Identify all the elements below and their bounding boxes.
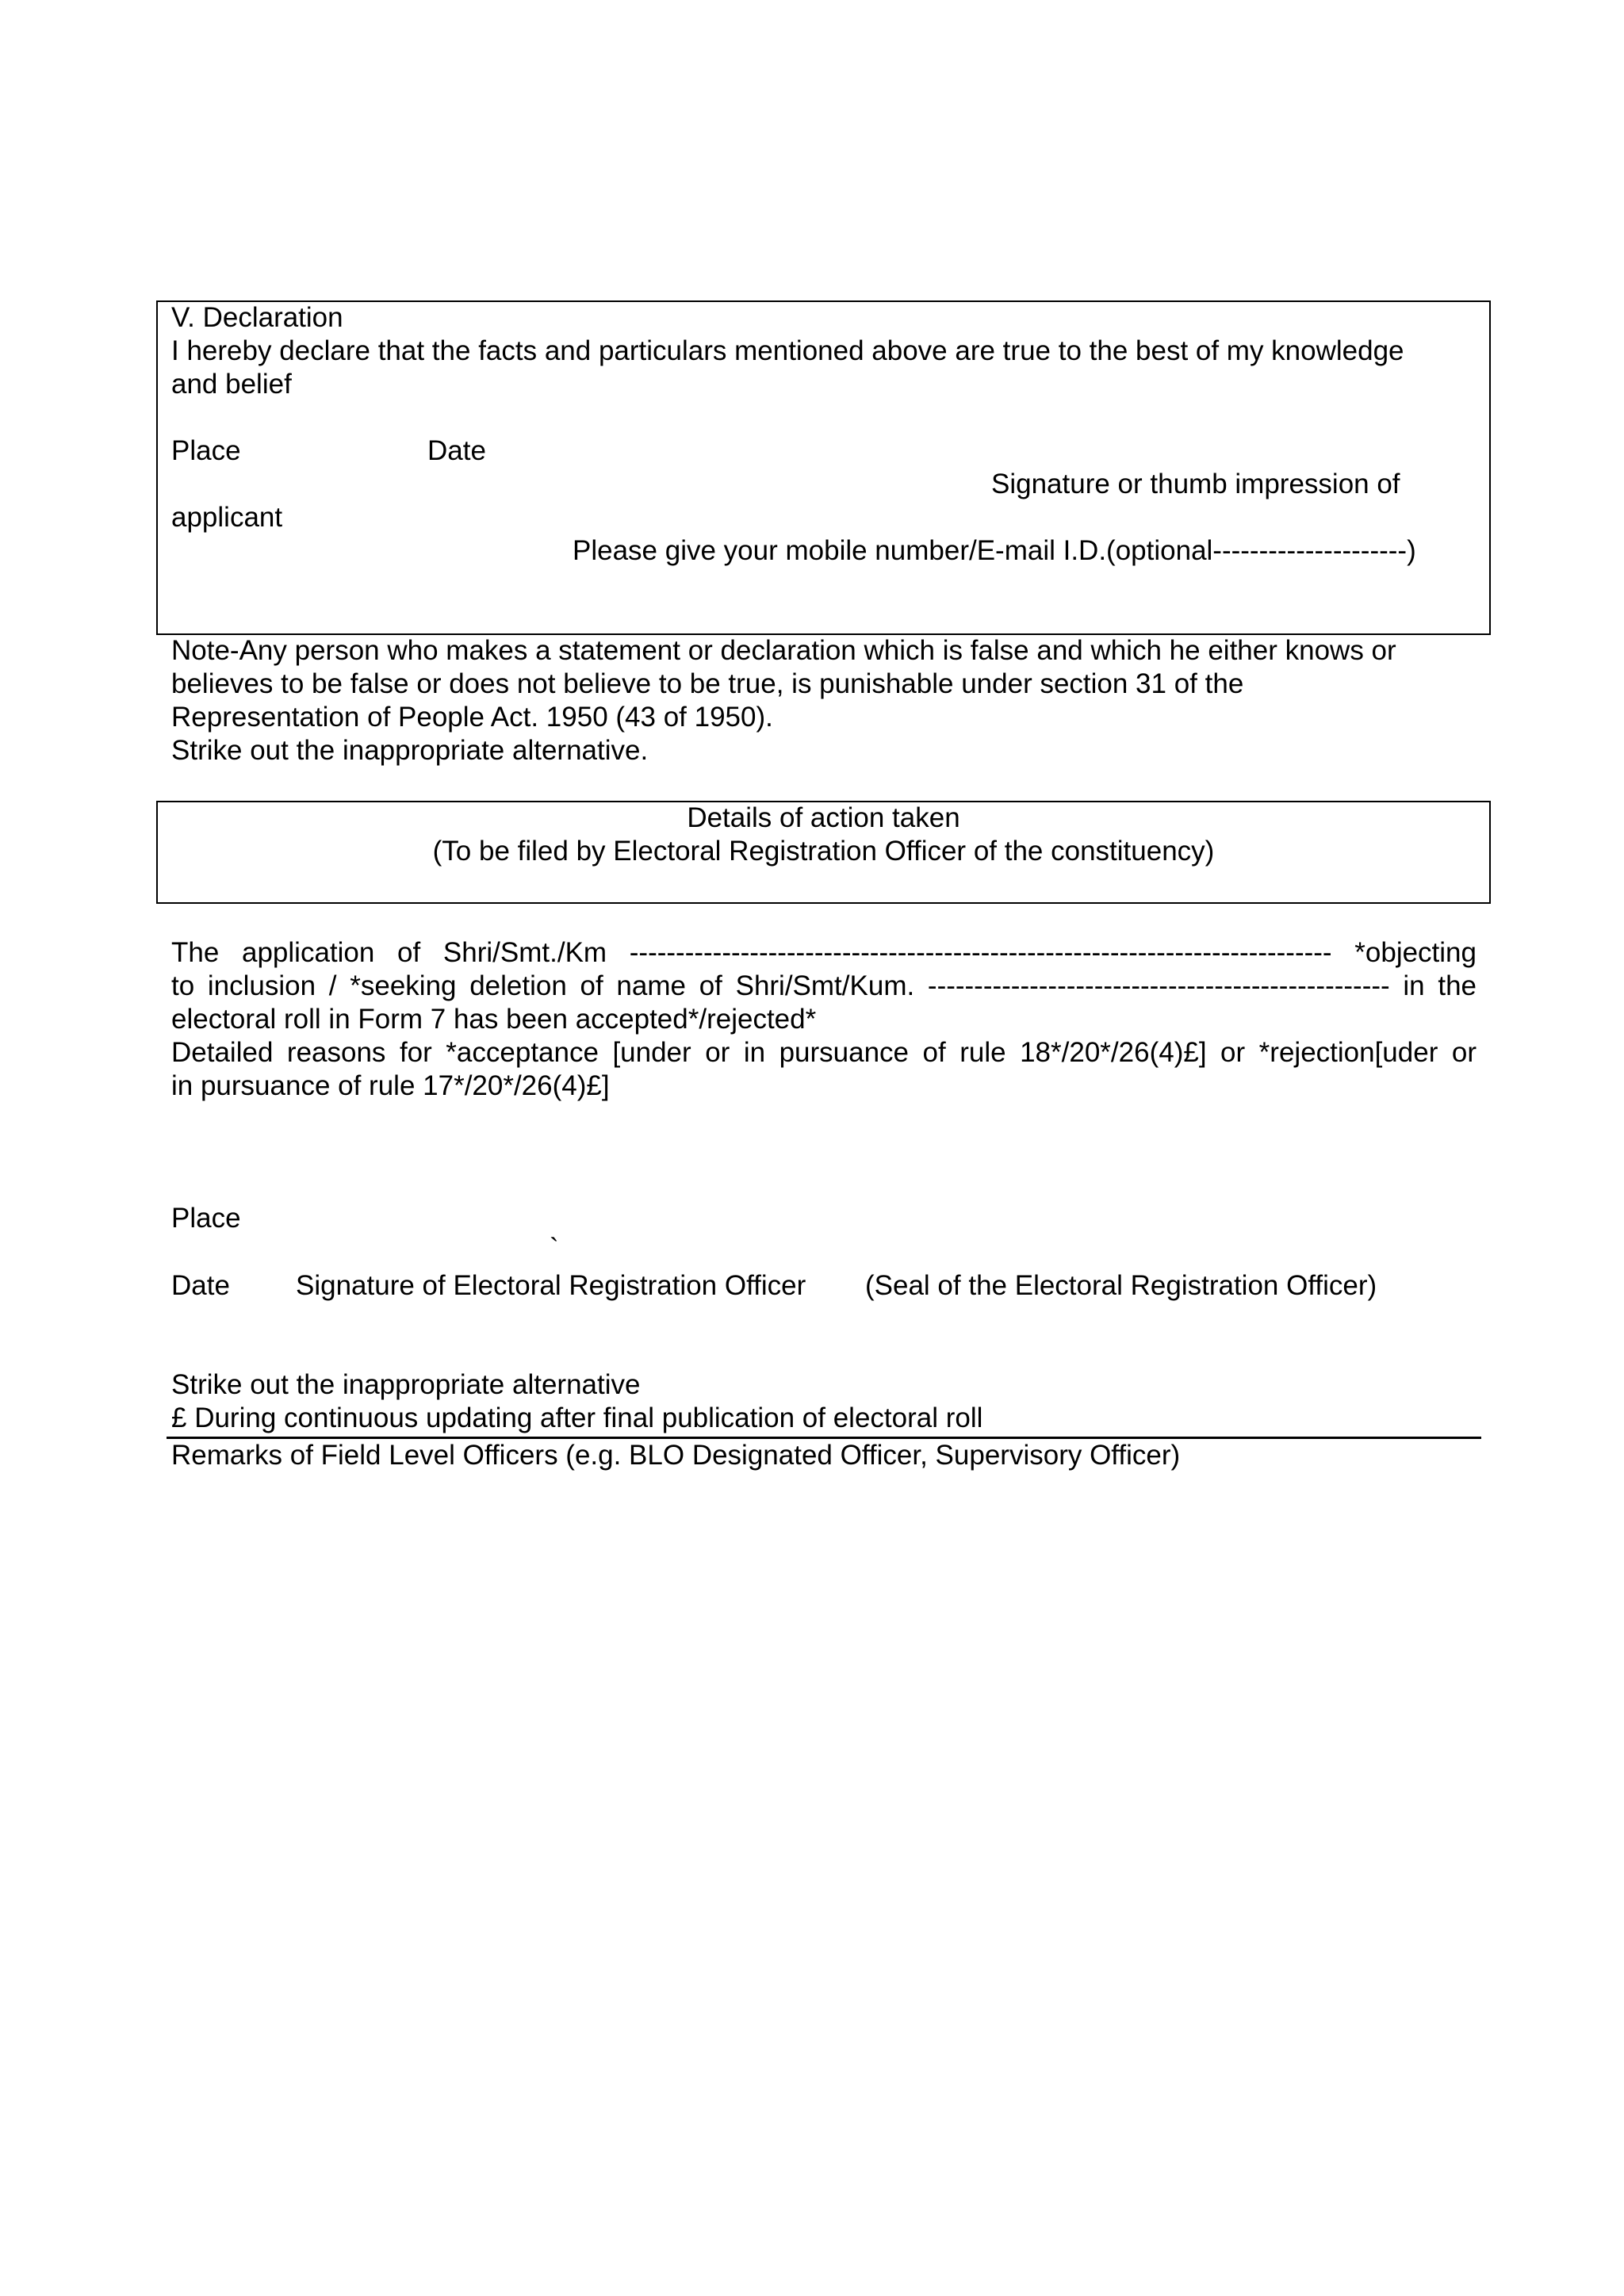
- footer-remarks: Remarks of Field Level Officers (e.g. BLO Designated Officer, Supervisory Officer): [171, 1440, 1181, 1471]
- footer-pound-note: £ During continuous updating after final publication of electoral roll: [171, 1402, 983, 1433]
- reasons-line2: in pursuance of rule 17*/20*/26(4)£]: [171, 1070, 610, 1101]
- action-taken-title: Details of action taken: [687, 802, 960, 833]
- footer-strike-out: Strike out the inappropriate alternative: [171, 1369, 641, 1400]
- declaration-date-label: Date: [427, 435, 486, 466]
- reasons-line1: Detailed reasons for *acceptance [under or in pursuance of rule 18*/20*/26(4)£] or *rejection[uder or: [171, 1037, 1477, 1068]
- applicant-signature-label-cont: applicant: [171, 502, 283, 533]
- officer-signature-label: Signature of Electoral Registration Officer: [296, 1270, 806, 1301]
- applicant-signature-label: Signature or thumb impression of: [991, 469, 1400, 499]
- note-line3: Representation of People Act. 1950 (43 of 1950).: [171, 702, 773, 733]
- declaration-statement-line2: and belief: [171, 369, 292, 400]
- action-taken-subtitle: (To be filed by Electoral Registration Officer of the constituency): [432, 836, 1215, 867]
- application-line3: electoral roll in Form 7 has been accepted*/rejected*: [171, 1004, 817, 1035]
- stray-mark: `: [550, 1233, 559, 1264]
- application-line2: to inclusion / *seeking deletion of name of Shri/Smt/Kum. -------------------------------------------------- in the: [171, 970, 1477, 1001]
- note-strike-out: Strike out the inappropriate alternative.: [171, 735, 649, 766]
- officer-place-label: Place: [171, 1203, 241, 1234]
- declaration-statement-line1: I hereby declare that the facts and particulars mentioned above are true to the best of my knowledge: [171, 335, 1404, 366]
- declaration-heading: V. Declaration: [171, 302, 343, 333]
- note-line2: believes to be false or does not believe to be true, is punishable under section 31 of the: [171, 668, 1244, 699]
- declaration-place-label: Place: [171, 435, 241, 466]
- note-line1: Note-Any person who makes a statement or declaration which is false and which he either knows or: [171, 635, 1396, 666]
- officer-date-label: Date: [171, 1270, 230, 1301]
- contact-prompt: Please give your mobile number/E-mail I.D.(optional---------------------): [573, 535, 1416, 566]
- officer-seal-label: (Seal of the Electoral Registration Officer): [865, 1270, 1377, 1301]
- application-line1: The application of Shri/Smt./Km ---------------------------------------------------------------------------- *objecting: [171, 937, 1477, 968]
